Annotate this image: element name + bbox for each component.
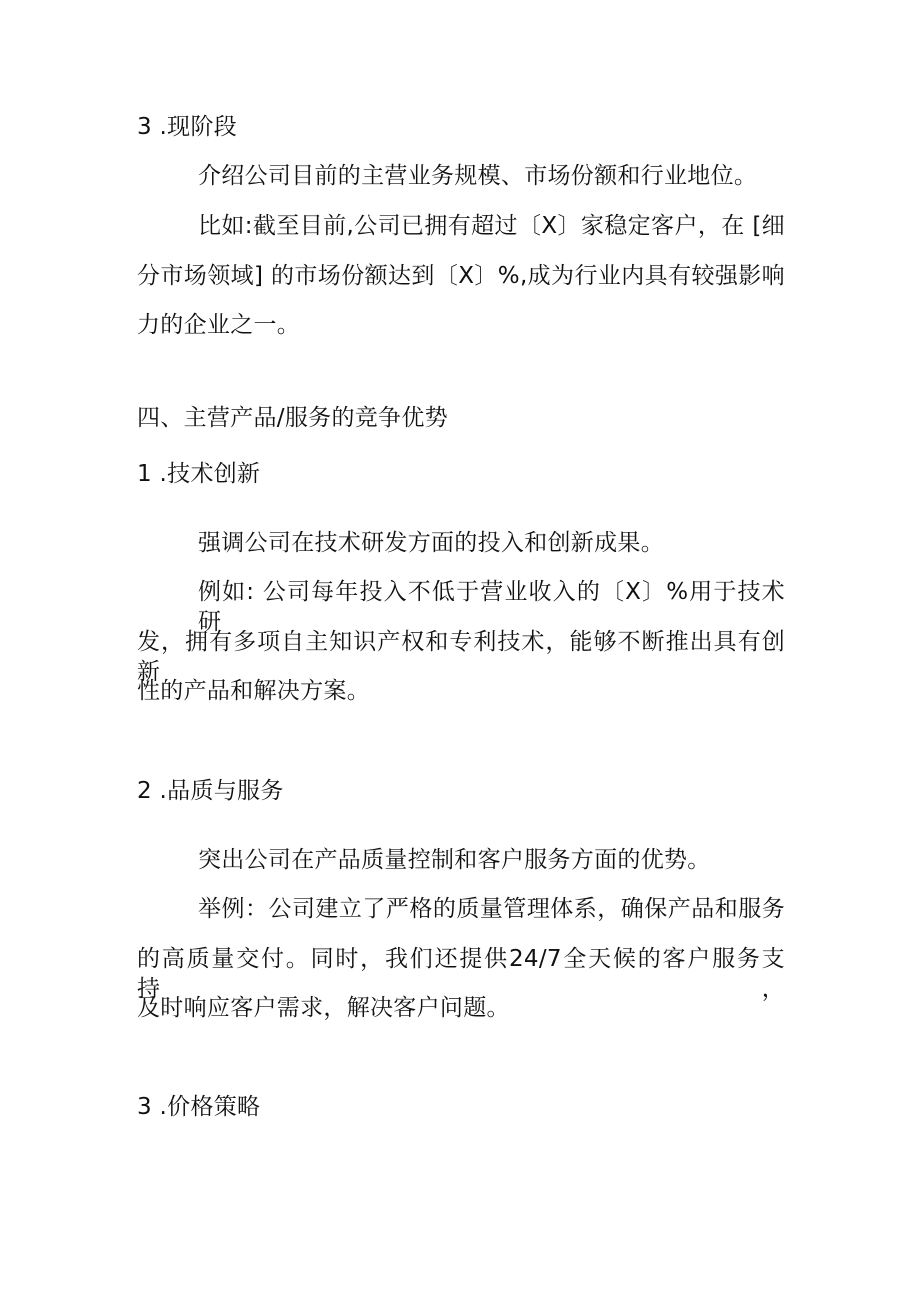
section-heading-current-stage: 3 .现阶段 (137, 114, 238, 140)
subsection-heading-pricing-strategy: 3 .价格策略 (137, 1094, 261, 1120)
paragraph-example-line: 比如:截至目前,公司已拥有超过〔X〕家稳定客户，在 [细 (198, 213, 785, 239)
paragraph-example-line: 分市场领域] 的市场份额达到〔X〕%,成为行业内具有较强影响 (137, 263, 785, 289)
paragraph-intro: 突出公司在产品质量控制和客户服务方面的优势。 (198, 847, 711, 873)
paragraph-example-line: 力的企业之一。 (137, 312, 301, 338)
paragraph-example-line: 及时响应客户需求，解决客户问题。 (137, 995, 510, 1021)
subsection-heading-tech-innovation: 1 .技术创新 (137, 461, 261, 487)
paragraph-intro: 介绍公司目前的主营业务规模、市场份额和行业地位。 (198, 163, 758, 189)
paragraph-example-line: 例如: 公司每年投入不低于营业收入的〔X〕%用于技术研 (198, 579, 785, 635)
section-heading-competitive-advantage: 四、主营产品/服务的竞争优势 (137, 405, 448, 431)
subsection-heading-quality-service: 2 .品质与服务 (137, 778, 284, 804)
paragraph-example-line: 举例：公司建立了严格的质量管理体系，确保产品和服务 (198, 896, 785, 922)
paragraph-example-line: 的高质量交付。同时，我们还提供24/7全天候的客户服务支持， (137, 946, 785, 1002)
paragraph-intro: 强调公司在技术研发方面的投入和创新成果。 (198, 530, 664, 556)
paragraph-example-line: 性的产品和解决方案。 (137, 678, 370, 704)
paragraph-example-line: 发，拥有多项自主知识产权和专利技术，能够不断推出具有创新 (137, 629, 785, 685)
